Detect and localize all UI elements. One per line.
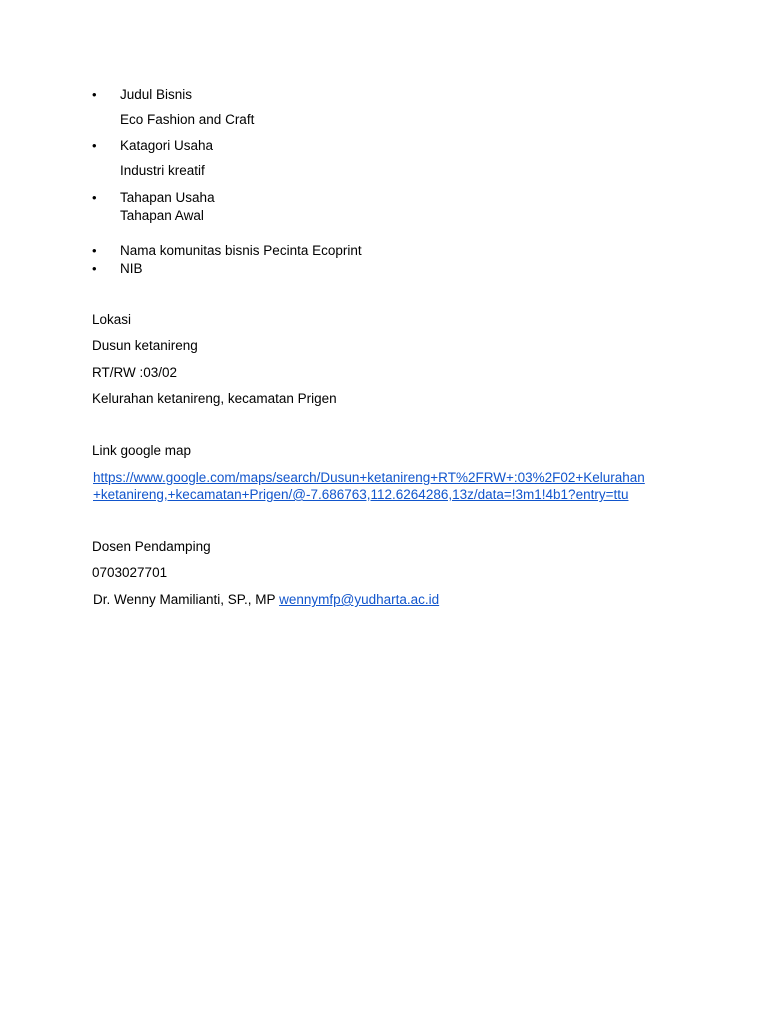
business-category-label: Katagori Usaha <box>120 138 214 153</box>
location-rtrw: RT/RW :03/02 <box>92 365 178 380</box>
bullet-icon: • <box>92 261 97 276</box>
business-category-value: Industri kreatif <box>120 163 205 178</box>
map-heading: Link google map <box>92 443 192 458</box>
business-title-label: Judul Bisnis <box>120 87 193 102</box>
bullet-icon: • <box>92 87 97 102</box>
bullet-icon: • <box>92 190 97 205</box>
supervisor-heading: Dosen Pendamping <box>92 539 211 554</box>
community-name-label: Nama komunitas bisnis Pecinta Ecoprint <box>120 243 362 258</box>
location-heading: Lokasi <box>92 312 132 327</box>
supervisor-contact <box>93 592 439 608</box>
google-map-link-line1[interactable]: https://www.google.com/maps/search/Dusun+ketanireng+RT%2FRW+:03%2F02+Kelurahan <box>93 470 645 485</box>
google-map-link-line2[interactable]: +ketanireng,+kecamatan+Prigen/@-7.686763,112.6264286,13z/data=!3m1!4b1?entry=ttu <box>93 487 629 502</box>
nib-label: NIB <box>120 261 143 276</box>
bullet-icon: • <box>92 138 97 153</box>
supervisor-name: Dr. Wenny Mamilianti, SP., MP <box>93 592 276 607</box>
supervisor-number: 0703027701 <box>92 565 168 580</box>
bullet-icon: • <box>92 243 97 258</box>
business-stage-label: Tahapan Usaha <box>120 190 215 205</box>
business-title-value: Eco Fashion and Craft <box>120 112 255 127</box>
supervisor-email-link[interactable]: wennymfp@yudharta.ac.id <box>279 592 440 607</box>
location-dusun: Dusun ketanireng <box>92 338 198 353</box>
business-stage-value: Tahapan Awal <box>120 208 204 223</box>
location-kelurahan: Kelurahan ketanireng, kecamatan Prigen <box>92 391 337 406</box>
